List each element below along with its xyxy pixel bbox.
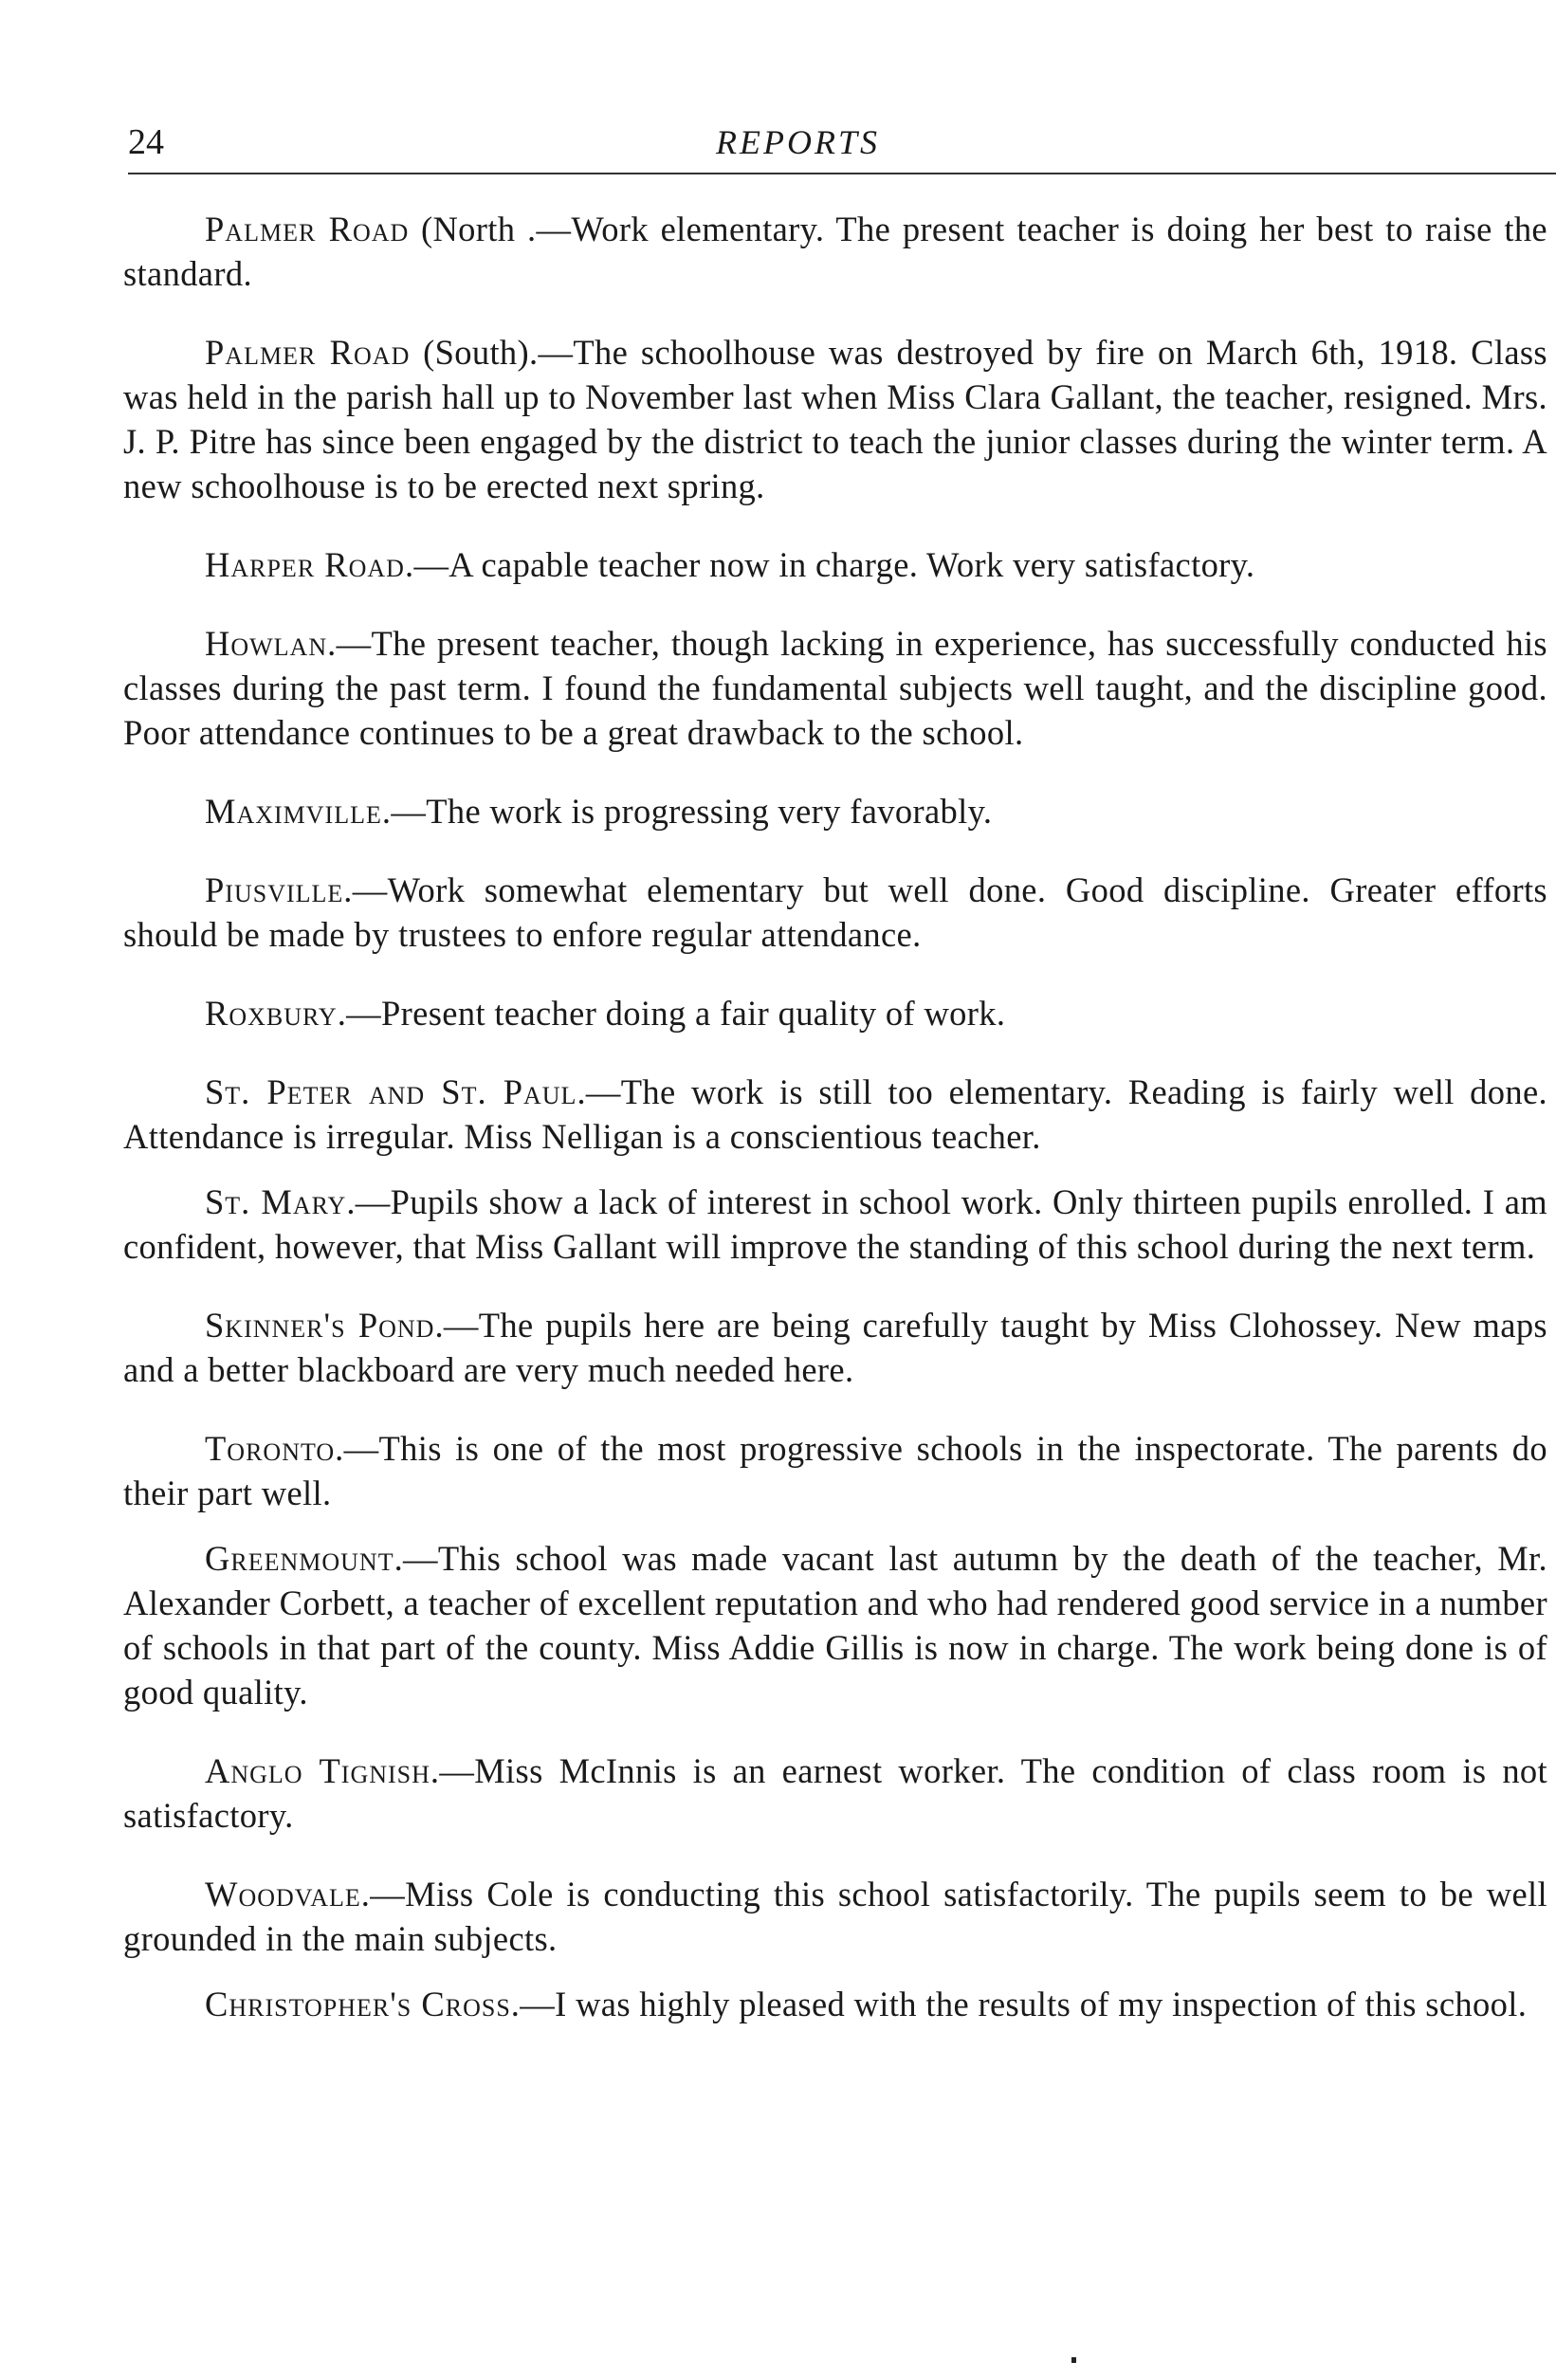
entry-heading: Palmer Road (205, 333, 411, 372)
page-number: 24 (128, 122, 164, 162)
entry-text: .—The pupils here are being carefully taught by Miss Clohossey. New maps and a better blackboard are very much needed here. (123, 1306, 1547, 1389)
entry-text: (North .—Work elementary. The present teacher is doing her best to raise the standard. (123, 210, 1547, 293)
entry-text: .—Work somewhat elementary but well done. Good discipline. Greater efforts should be made by trustees to enfore regular attendance. (123, 870, 1547, 954)
entry-palmer-road-south (123, 330, 1547, 508)
entry-heading: Woodvale (205, 1875, 361, 1913)
entry-christophers-cross (123, 1982, 1547, 2026)
entry-text: .—I was highly pleased with the results of my inspection of this school. (510, 1985, 1528, 2023)
entry-text: .—This is one of the most progressive schools in the inspectorate. The parents do their part well. (123, 1429, 1547, 1512)
entry-text: (South).—The schoolhouse was destroyed by fire on March 6th, 1918. Class was held in the parish hall up to November last when Miss Clara Gallant, the teacher, resigned. Mrs. J. P. Pitre has since been engaged by the district to teach the junior classes during the winter term. A new schoolhouse is to be erected next spring. (123, 333, 1547, 505)
entry-text: .—The work is still too elementary. Reading is fairly well done. Attendance is irregular. Miss Nelligan is a conscientious teacher. (123, 1072, 1547, 1156)
entry-heading: Piusville (205, 870, 344, 909)
entry-heading: Anglo Tignish (205, 1751, 430, 1790)
entry-text: .—Miss McInnis is an earnest worker. The condition of class room is not satisfactory. (123, 1751, 1548, 1835)
entry-text: .—Miss Cole is conducting this school satisfactorily. The pupils seem to be well grounded in the main subjects. (123, 1875, 1547, 1958)
entry-anglo-tignish (123, 1748, 1547, 1838)
entry-heading: Greenmount (205, 1539, 394, 1578)
entry-st-mary (123, 1180, 1547, 1269)
entry-text: .—This school was made vacant last autumn by the death of the teacher, Mr. Alexander Corbett, a teacher of excellent reputation and who had rendered good service in a number of schools in that part of the county. Miss Addie Gillis is now in charge. The work being done is of good quality. (123, 1539, 1547, 1712)
entry-maximville (123, 789, 1547, 833)
entry-heading: Palmer Road (205, 210, 410, 248)
entry-heading: Maximville (205, 792, 382, 831)
entry-heading: St. Mary (205, 1182, 347, 1221)
entry-st-peter-and-st-paul (123, 1070, 1547, 1159)
entry-heading: Christopher's Cross (205, 1985, 511, 2023)
entry-woodvale (123, 1872, 1547, 1961)
entry-heading: Roxbury (205, 994, 338, 1033)
print-speck (1071, 2357, 1076, 2363)
entry-toronto (123, 1426, 1547, 1515)
running-header (128, 116, 1556, 174)
entry-skinners-pond (123, 1303, 1547, 1392)
entry-howlan (123, 621, 1547, 755)
entry-heading: Toronto (205, 1429, 336, 1468)
entry-heading: Skinner's Pond (205, 1306, 435, 1345)
entry-roxbury (123, 991, 1547, 1035)
entry-text: .—The work is progressing very favorably. (381, 792, 993, 831)
running-title: REPORTS (716, 123, 880, 161)
entry-piusville (123, 868, 1547, 957)
entry-text: .—A capable teacher now in charge. Work very satisfactory. (404, 545, 1255, 584)
entry-greenmount (123, 1536, 1547, 1714)
entry-text: .—The present teacher, though lacking in experience, has successfully conducted his classes during the past term. I found the fundamental subjects well taught, and the discipline good. Poor attendance continues to be a great drawback to the school. (123, 624, 1547, 752)
entry-text: .—Present teacher doing a fair quality of work. (337, 994, 1006, 1033)
entry-palmer-road-north (123, 207, 1547, 296)
entry-heading: Howlan (205, 624, 328, 663)
entry-harper-road (123, 542, 1547, 587)
entry-heading: St. Peter and St. Paul (205, 1072, 577, 1111)
entry-text: .—Pupils show a lack of interest in school work. Only thirteen pupils enrolled. I am confident, however, that Miss Gallant will improve the standing of this school during the next term. (123, 1182, 1547, 1266)
entry-heading: Harper Road (205, 545, 405, 584)
report-body (123, 207, 1547, 2060)
